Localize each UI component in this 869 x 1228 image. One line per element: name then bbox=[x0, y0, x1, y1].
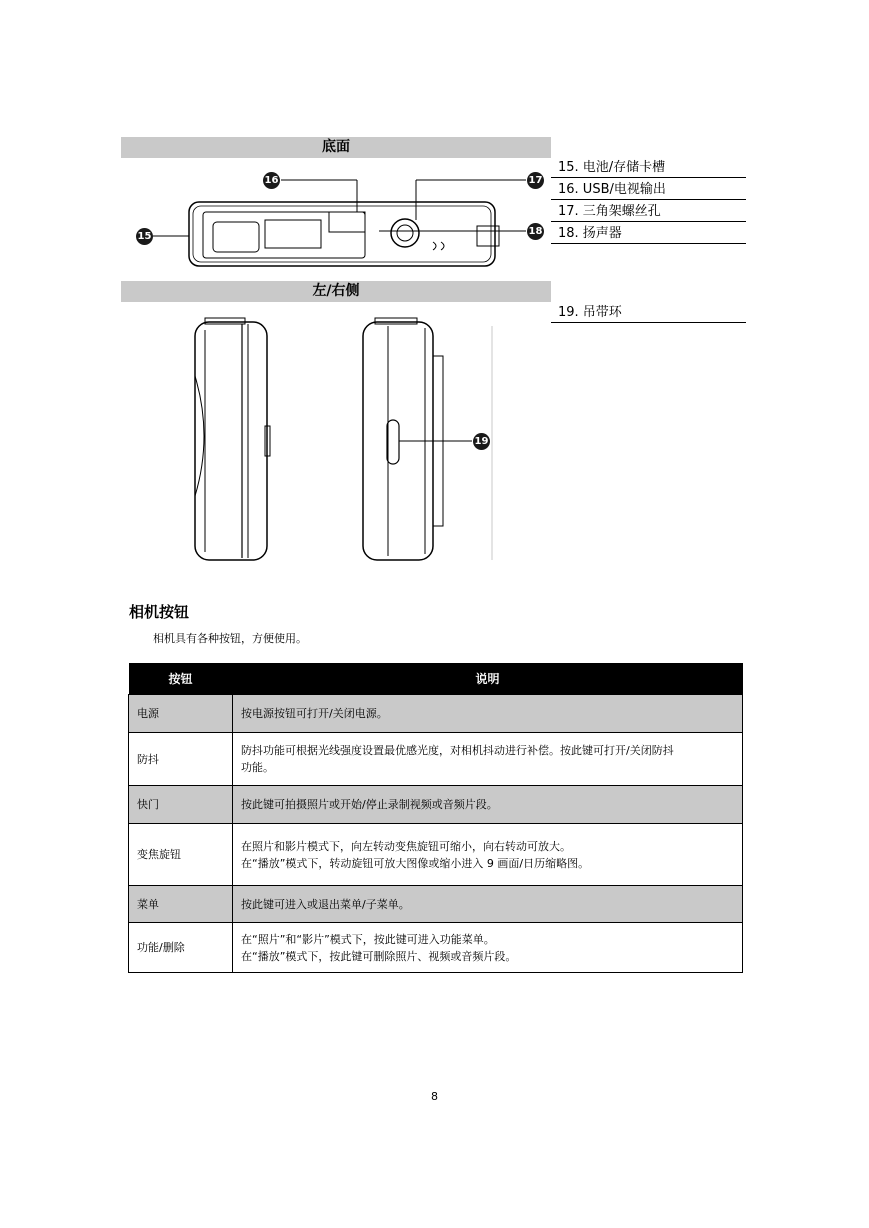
description-line: 按电源按钮可打开/关闭电源。 bbox=[241, 707, 388, 720]
button-name: 电源 bbox=[129, 695, 233, 733]
button-description bbox=[233, 923, 743, 973]
page-number: 8 bbox=[431, 1090, 438, 1103]
description-line: 按此键可拍摄照片或开始/停止录制视频或音频片段。 bbox=[241, 798, 498, 811]
description-line: 在“播放”模式下，按此键可删除照片、视频或音频片段。 bbox=[241, 949, 517, 963]
callout-19: 19 bbox=[473, 433, 490, 450]
table-row bbox=[129, 695, 743, 733]
legend-item-18: 18. 扬声器 bbox=[551, 223, 746, 244]
button-name: 功能/删除 bbox=[129, 923, 233, 973]
section-intro: 相机具有各种按钮，方便使用。 bbox=[153, 632, 307, 645]
callout-17: 17 bbox=[527, 172, 544, 189]
description-line: 防抖功能可根据光线强度设置最优感光度，对相机抖动进行补偿。按此键可打开/关闭防抖 bbox=[241, 744, 674, 757]
callout-18: 18 bbox=[527, 223, 544, 240]
callout-15: 15 bbox=[136, 228, 153, 245]
legend-item-19: 19. 吊带环 bbox=[551, 302, 746, 323]
button-description bbox=[233, 733, 743, 786]
button-description bbox=[233, 886, 743, 923]
button-name: 菜单 bbox=[129, 886, 233, 923]
bottom-view-title: 底面 bbox=[121, 137, 551, 158]
button-name: 变焦旋钮 bbox=[129, 824, 233, 886]
table-row bbox=[129, 786, 743, 824]
legend-item-16: 16. USB/电视输出 bbox=[551, 179, 746, 200]
camera-side-views bbox=[180, 316, 500, 566]
description-line: 在“播放”模式下，转动旋钮可放大图像或缩小进入 9 画面/日历缩略图。 bbox=[241, 856, 590, 870]
button-description bbox=[233, 786, 743, 824]
button-description bbox=[233, 824, 743, 886]
column-header-button: 按钮 bbox=[129, 663, 233, 695]
description-line: 在“照片”和“影片”模式下，按此键可进入功能菜单。 bbox=[241, 932, 495, 946]
table-row bbox=[129, 886, 743, 923]
side-view-title: 左/右侧 bbox=[121, 281, 551, 302]
button-name: 快门 bbox=[129, 786, 233, 824]
button-description bbox=[233, 695, 743, 733]
table-row bbox=[129, 824, 743, 886]
table-row bbox=[129, 923, 743, 973]
camera-bottom-view bbox=[121, 160, 551, 280]
button-name: 防抖 bbox=[129, 733, 233, 786]
description-line: 在照片和影片模式下，向左转动变焦旋钮可缩小，向右转动可放大。 bbox=[241, 839, 571, 853]
description-line: 功能。 bbox=[241, 761, 274, 774]
legend-item-15: 15. 电池/存储卡槽 bbox=[551, 157, 746, 178]
legend-item-17: 17. 三角架螺丝孔 bbox=[551, 201, 746, 222]
column-header-description: 说明 bbox=[233, 663, 743, 695]
description-line: 按此键可进入或退出菜单/子菜单。 bbox=[241, 897, 410, 911]
section-title: 相机按钮 bbox=[129, 603, 190, 621]
buttons-table bbox=[128, 663, 743, 973]
table-row bbox=[129, 733, 743, 786]
callout-16: 16 bbox=[263, 172, 280, 189]
